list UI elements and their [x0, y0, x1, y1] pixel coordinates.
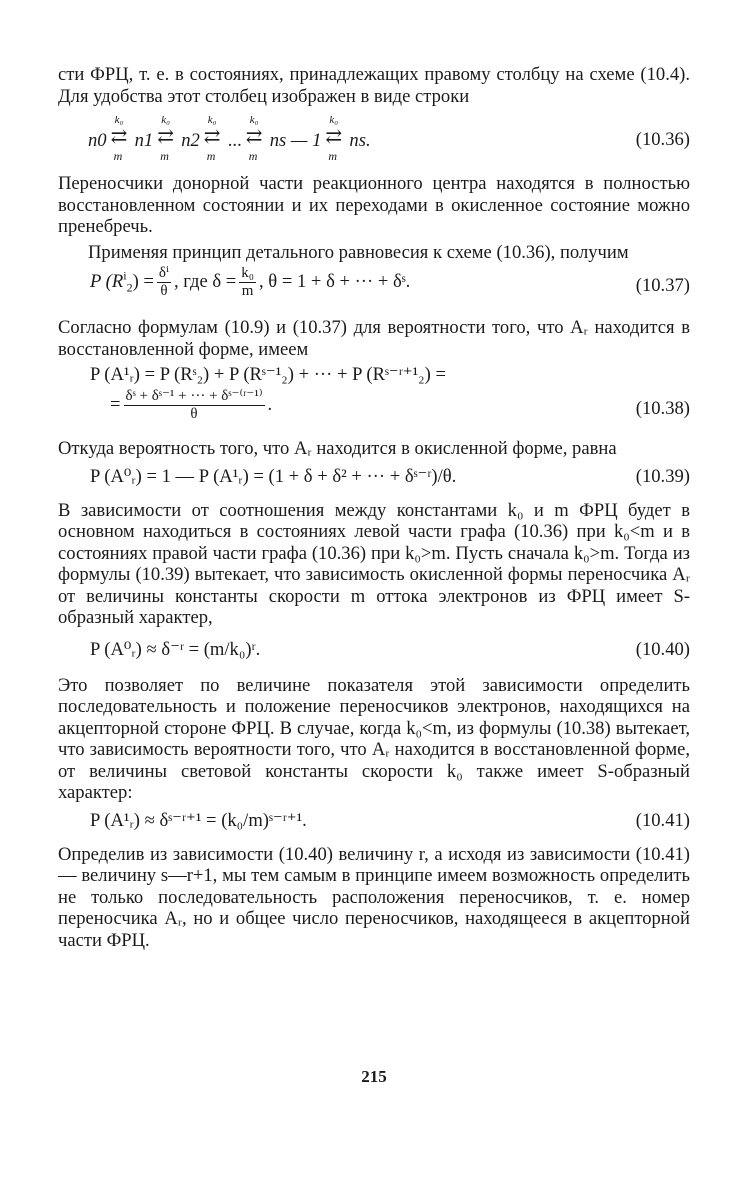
chain-term: n2 [181, 130, 200, 151]
equation-number: (10.39) [635, 465, 690, 487]
paragraph-5: Откуда вероятность того, что Aᵣ находится в окисленной форме, равна [58, 438, 617, 459]
equation-10-37: P $(R^i_2)$ = $\frac{\text{δⁱ}}{\theta}$ , где δ = $\frac{\text{k₀}}{m}$ , θ = 1 + δ + ··· + δˢ. (10.37) [90, 265, 690, 299]
eq37-sub: 2 [126, 280, 133, 295]
equilibrium-arrow-icon: k₀ ⇄ m [203, 114, 221, 163]
equation-10-38-line-1: P (A¹ᵣ) = P (Rˢ₂) + P (Rˢ⁻¹₂) + ··· + P (Rˢ⁻ʳ⁺¹₂) = [90, 364, 446, 385]
equation-number: (10.36) [635, 129, 690, 150]
fraction: $\frac{\text{k₀}}{m}$ [241, 265, 254, 299]
reaction-chain [88, 114, 371, 163]
equation-10-36 [58, 115, 690, 161]
equation-10-41: P (A¹ᵣ) ≈ δˢ⁻ʳ⁺¹ = (k₀/m)ˢ⁻ʳ⁺¹. (10.41) [90, 809, 690, 831]
chain-term: n0 [88, 130, 107, 151]
eq37-sup: i [123, 268, 127, 283]
equilibrium-arrow-icon: k₀ ⇄ m [157, 114, 174, 163]
chain-term: ... [227, 130, 242, 151]
equation-number: (10.40) [635, 638, 690, 660]
paragraph-6: В зависимости от соотношения между константами k₀ и m ФРЦ будет в основном находиться в состояниях левой части графа (10.36) при k₀<m и в состояниях правой части графа (10.36) при k₀>m. Пусть сначала k₀>m. Тогда из формулы (10.39) вытекает, что зависимость окисленной формы переносчика Aᵣ от величины константы скорости m оттока электронов из ФРЦ имеет S-образный характер, [58, 499, 690, 628]
page-number: 215 [361, 1067, 387, 1086]
equation-number: (10.38) [635, 398, 690, 419]
paragraph-7: Это позволяет по величине показателя этой зависимости определить последовательность и положение переносчиков электронов, находящихся на акцепторной стороне ФРЦ. В случае, когда k₀<m, из формулы (10.38) вытекает, что зависимость вероятности того, что Aᵣ находится в восстановленной форме, от величины световой константы скорости k₀ также имеет S-образный характер: [58, 674, 690, 803]
paragraph-1: сти ФРЦ, т. е. в состояниях, принадлежащих правому столбцу на схеме (10.4). Для удобства этот столбец изображен в виде строки [58, 64, 690, 107]
equilibrium-arrow-icon: k₀ ⇄ m [245, 114, 263, 163]
chain-term: ns. [349, 130, 371, 151]
fraction: $\frac{\text{δˢ + δˢ⁻¹ + ··· + δˢ⁻⁽ʳ⁻¹⁾}}{\theta}$ [125, 388, 263, 422]
equation-number: (10.41) [635, 809, 690, 831]
equilibrium-arrow-icon: k₀ ⇄ m [325, 114, 343, 163]
eq37-lhs: P (R [90, 270, 124, 292]
paragraph-3: Применяя принцип детального равновесия к схеме (10.36), получим [88, 241, 629, 263]
chain-term: ns — 1 [269, 130, 322, 151]
eq37-where: , где δ = [174, 270, 237, 292]
chain-term: n1 [134, 130, 154, 151]
eq37-rest: , θ = 1 + δ + ··· + δˢ. [259, 270, 411, 292]
equation-number: (10.37) [635, 275, 690, 296]
paragraph-8: Определив из зависимости (10.40) величину r, а исходя из зависимости (10.41) — величину s—r+1, мы тем самым в принципе имеем возможность определить не только последовательность расположения переносчиков, т. е. номер переносчика Aᵣ, но и общее число переносчиков, находящееся в акцепторной части ФРЦ. [58, 843, 690, 951]
equation-10-39: P (A⁰ᵣ) = 1 — P (A¹ᵣ) = (1 + δ + δ² + ··· + δˢ⁻ʳ)/θ. (10.39) [90, 465, 690, 487]
paragraph-4: Согласно формулам (10.9) и (10.37) для вероятности того, что Aᵣ находится в восстановленной форме, имеем [58, 317, 690, 360]
equation-10-38-line-2: = $\frac{\text{δˢ + δˢ⁻¹ + ··· + δˢ⁻⁽ʳ⁻¹⁾}}{\theta}$ . (10.38) [110, 388, 690, 422]
paragraph-2: Переносчики донорной части реакционного центра находятся в полностью восстановленном состоянии и их переходами в окисленное состояние можно пренебречь. [58, 173, 690, 237]
fraction: $\frac{\text{δⁱ}}{\theta}$ [158, 265, 169, 299]
page-body [58, 64, 690, 1086]
equilibrium-arrow-icon: k₀ ⇄ m [110, 114, 128, 163]
equation-10-40: P (A⁰ᵣ) ≈ δ⁻ʳ = (m/k₀)ʳ. (10.40) [90, 638, 690, 660]
eq38-equals: = [110, 393, 121, 415]
